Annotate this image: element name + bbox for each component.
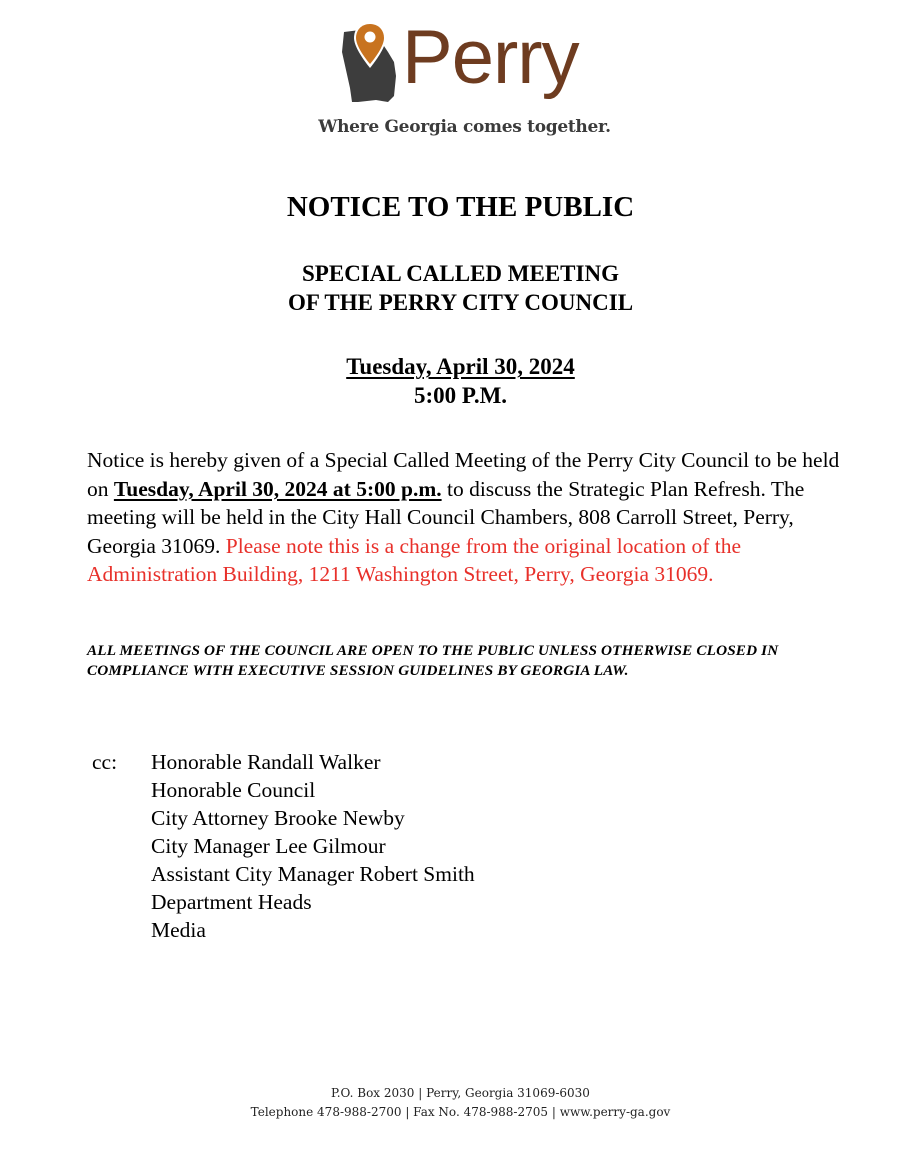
cc-recipient: Media: [151, 918, 206, 942]
meeting-title-line-2: OF THE PERRY CITY COUNCIL: [287, 290, 634, 315]
footer-contact: Telephone 478-988-2700 | Fax No. 478-988-2705 | www.perry-ga.gov: [250, 1105, 671, 1119]
meeting-time: 5:00 P.M.: [413, 383, 508, 408]
location-change-note: Please note this is a change from the original location of the Administration Building, 1211 Washington Street, Perry, Georgia 31069.: [87, 533, 741, 586]
notice-title: NOTICE TO THE PUBLIC: [286, 191, 635, 223]
meeting-date: Tuesday, April 30, 2024: [346, 354, 575, 379]
meeting-datetime: [0, 352, 921, 410]
cc-recipient: City Manager Lee Gilmour: [151, 834, 386, 858]
logo-wordmark: Perry: [402, 15, 579, 100]
cc-recipient: Honorable Council: [151, 778, 316, 802]
cc-recipient: City Attorney Brooke Newby: [151, 806, 405, 830]
cc-recipient: Department Heads: [151, 890, 312, 914]
georgia-map-pin-icon: [336, 18, 406, 108]
open-meetings-statement: ALL MEETINGS OF THE COUNCIL ARE OPEN TO THE PUBLIC UNLESS OTHERWISE CLOSED IN COMPLIANCE WITH EXECUTIVE SESSION GUIDELINES BY GEORGIA LAW.: [87, 642, 779, 679]
cc-recipient-list: [151, 748, 651, 944]
city-logo: [336, 12, 596, 112]
footer: [0, 1084, 921, 1122]
notice-text-intro: Notice is hereby given of a Special Called Meeting of the Perry City Council to be held on: [87, 448, 840, 501]
cc-recipient: Assistant City Manager Robert Smith: [151, 862, 475, 886]
logo-tagline: Where Georgia comes together.: [318, 117, 611, 137]
meeting-title-line-1: SPECIAL CALLED MEETING: [302, 261, 619, 286]
cc-recipient: Honorable Randall Walker: [151, 750, 381, 774]
footer-address: P.O. Box 2030 | Perry, Georgia 31069-6030: [331, 1086, 590, 1100]
notice-paragraph: [87, 446, 847, 589]
cc-label: cc:: [92, 750, 118, 774]
notice-date-emphasis: Tuesday, April 30, 2024 at 5:00 p.m.: [113, 476, 442, 501]
meeting-title: [0, 259, 921, 317]
notice-text-location: to discuss the Strategic Plan Refresh. The meeting will be held in the City Hall Council Chambers, 808 Carroll Street, Perry, Georgia 31069.: [87, 476, 805, 558]
